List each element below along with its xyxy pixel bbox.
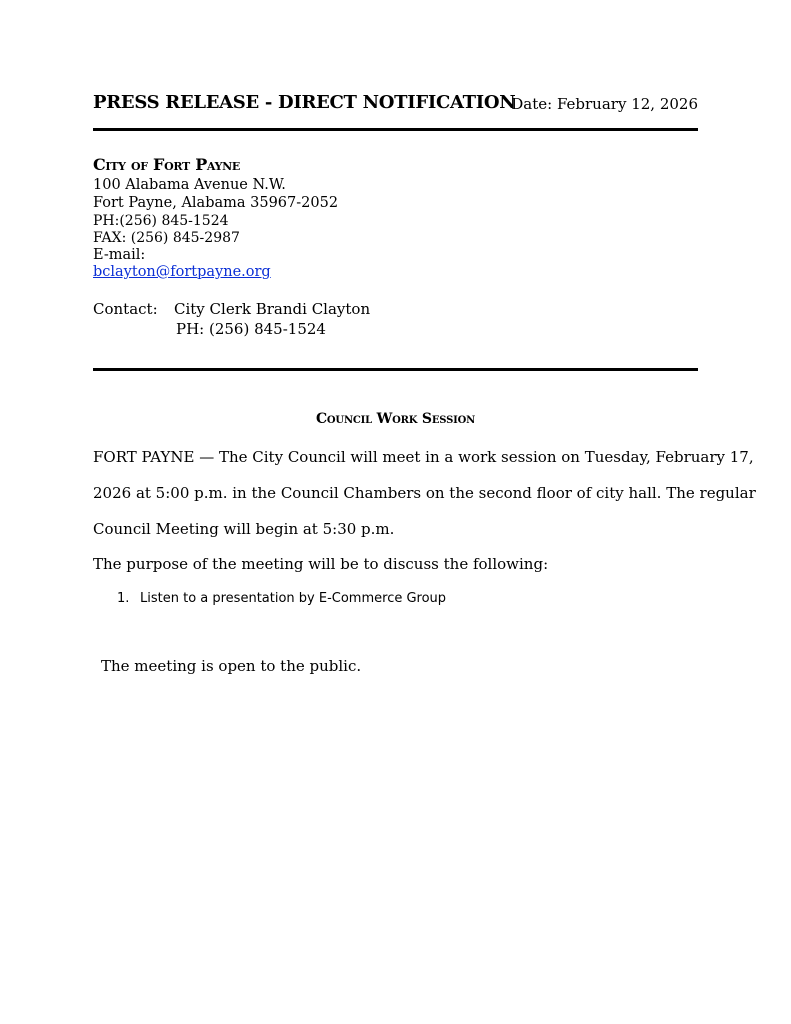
paragraph-line: FORT PAYNE — The City Council will meet in a work session on Tuesday, February 17,: [93, 448, 754, 466]
address-line-2: Fort Payne, Alabama 35967-2052: [93, 195, 339, 211]
middle-divider: [93, 368, 698, 371]
paragraph-line: 2026 at 5:00 p.m. in the Council Chambers on the second floor of city hall. The regular: [93, 484, 756, 502]
organization-name: City of Fort Payne: [93, 155, 241, 174]
release-date: Date: February 12, 2026: [511, 95, 698, 113]
paragraph-line: Council Meeting will begin at 5:30 p.m.: [93, 520, 395, 538]
email-label: E-mail:: [93, 247, 146, 263]
notice-heading: Council Work Session: [315, 411, 476, 427]
agenda-item-number: 1.: [117, 591, 130, 606]
closing-statement: The meeting is open to the public.: [101, 657, 362, 675]
email-link[interactable]: bclayton@fortpayne.org: [93, 264, 271, 280]
purpose-statement: The purpose of the meeting will be to discuss the following:: [93, 555, 549, 573]
address-line-1: 100 Alabama Avenue N.W.: [93, 177, 286, 193]
organization-fax: FAX: (256) 845-2987: [93, 230, 240, 246]
agenda-item: [117, 591, 446, 606]
contact-label: Contact:: [93, 300, 158, 318]
organization-phone: PH:(256) 845-1524: [93, 213, 229, 229]
contact-phone: PH: (256) 845-1524: [176, 320, 326, 338]
agenda-item-text: Listen to a presentation by E-Commerce Group: [140, 591, 447, 606]
document-title: PRESS RELEASE - DIRECT NOTIFICATION: [93, 92, 516, 113]
contact-name: City Clerk Brandi Clayton: [174, 300, 371, 318]
top-divider: [93, 128, 698, 131]
